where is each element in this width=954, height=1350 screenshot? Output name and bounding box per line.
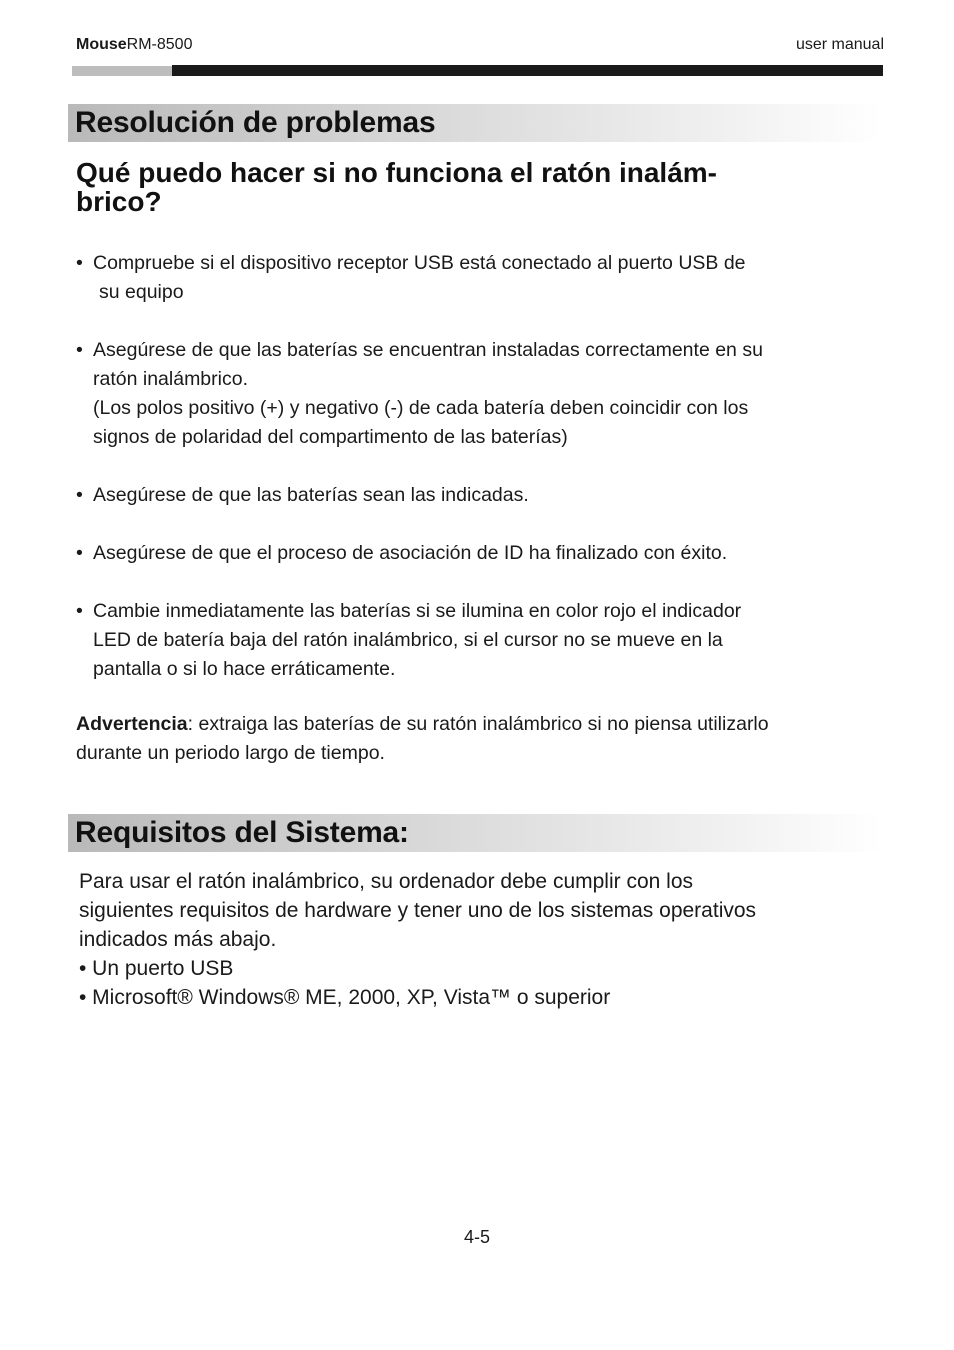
warning-line2: durante un periodo largo de tiempo. bbox=[76, 742, 385, 764]
list-item-line: LED de batería baja del ratón inalámbrico, si el cursor no se mueve en la bbox=[93, 629, 723, 651]
header-rule-dark bbox=[172, 65, 883, 76]
list-item-line: Asegúrese de que el proceso de asociación de ID ha finalizado con éxito. bbox=[93, 542, 728, 564]
bullet-dot: • bbox=[76, 252, 83, 274]
list-item bbox=[76, 539, 876, 568]
list-item-line: (Los polos positivo (+) y negativo (-) de cada batería deben coincidir con los bbox=[93, 397, 749, 419]
requirements-body bbox=[79, 867, 879, 1012]
warning-line1 bbox=[76, 710, 881, 739]
list-item bbox=[76, 481, 876, 510]
section-title-requirements: Requisitos del Sistema: bbox=[75, 816, 409, 849]
section-title-troubleshooting: Resolución de problemas bbox=[75, 106, 436, 139]
bullet-dot: • bbox=[76, 484, 83, 506]
requirement-item: • Un puerto USB bbox=[79, 957, 234, 980]
warning-label: Advertencia bbox=[76, 713, 188, 735]
list-item-line: Cambie inmediatamente las baterías si se ilumina en color rojo el indicador bbox=[93, 600, 742, 622]
list-item bbox=[76, 249, 876, 307]
product-brand: Mouse bbox=[76, 36, 127, 53]
question-heading bbox=[76, 158, 856, 216]
requirements-intro-line: siguientes requisitos de hardware y tener uno de los sistemas operativos bbox=[79, 899, 757, 922]
list-item-line: ratón inalámbrico. bbox=[93, 368, 248, 390]
list-item-line: signos de polaridad del compartimento de las baterías) bbox=[93, 426, 568, 448]
list-item-line: su equipo bbox=[99, 281, 184, 303]
requirement-item: • Microsoft® Windows® ME, 2000, XP, Vista™ o superior bbox=[79, 986, 611, 1009]
list-item-line: Asegúrese de que las baterías se encuentran instaladas correctamente en su bbox=[93, 339, 763, 361]
section-bar-requirements bbox=[68, 814, 882, 852]
list-item bbox=[76, 597, 876, 684]
list-item bbox=[76, 336, 876, 452]
question-heading-line2: brico? bbox=[76, 186, 162, 217]
list-item-line: Compruebe si el dispositivo receptor USB está conectado al puerto USB de bbox=[93, 252, 746, 274]
bullet-dot: • bbox=[76, 600, 83, 622]
bullet-dot: • bbox=[76, 542, 83, 564]
product-model: RM-8500 bbox=[126, 36, 193, 53]
page-number: 4-5 bbox=[463, 1227, 490, 1247]
requirements-intro-line: indicados más abajo. bbox=[79, 928, 277, 951]
question-heading-line1: Qué puedo hacer si no funciona el ratón inalám- bbox=[76, 157, 717, 188]
list-item-line: pantalla o si lo hace erráticamente. bbox=[93, 658, 396, 680]
requirements-intro-line: Para usar el ratón inalámbrico, su ordenador debe cumplir con los bbox=[79, 870, 693, 893]
troubleshooting-list bbox=[76, 249, 876, 713]
product-name bbox=[76, 36, 192, 54]
list-item-line: Asegúrese de que las baterías sean las indicadas. bbox=[93, 484, 529, 506]
warning-note bbox=[76, 710, 881, 768]
header-rule-light bbox=[72, 66, 172, 76]
section-bar-troubleshooting bbox=[68, 104, 882, 142]
manual-label: user manual bbox=[795, 36, 884, 53]
warning-text: : extraiga las baterías de su ratón inalámbrico si no piensa utilizarlo bbox=[187, 713, 769, 735]
bullet-dot: • bbox=[76, 339, 83, 361]
page-header bbox=[76, 36, 884, 58]
